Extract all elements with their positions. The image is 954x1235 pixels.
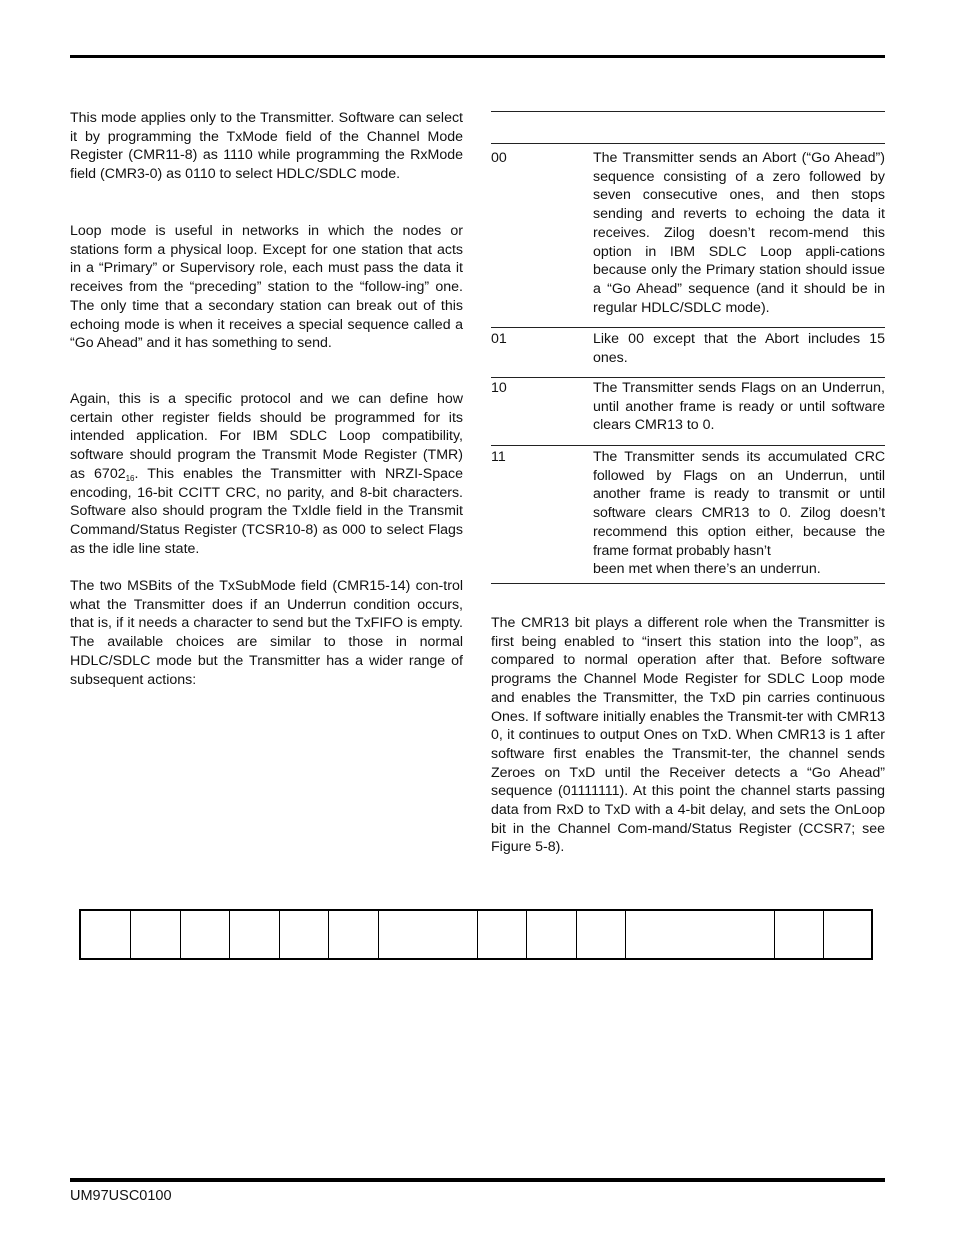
footer-document-id: UM97USC0100: [70, 1188, 172, 1204]
left-paragraph-2: Loop mode is useful in networks in which the nodes or stations form a physical loop. Except for one station that acts in a “Primary” or Supervisory role, each must pass the data it receives from the “preceding” station to the “follow-ing” one. The only time that a secondary station can break out of this echoing mode is when it receives a special sequence called a “Go Ahead” and it has something to send.: [70, 223, 463, 352]
row-code: 01: [491, 331, 507, 347]
row-description: The Transmitter sends an Abort (“Go Ahead”) sequence consisting of a zero followed by seven consecutive ones, and then stops sending and reverts to echoing the data it receives. Zilog doesn’t recom-mend this option in IBM SDLC Loop appli-cations because only the Primary station should issue a “Go Ahead” sequence (and it should be in regular HDLC/SDLC mode).: [593, 150, 885, 316]
table-top-rule: [491, 111, 885, 112]
row-description: Like 00 except that the Abort includes 15 ones.: [593, 331, 885, 366]
hex-subscript: 16: [125, 473, 135, 483]
register-cell: [527, 911, 577, 958]
row-description: The Transmitter sends its accumulated CRC followed by Flags on an Underrun, until another frame is ready to transmit or until software clears CMR13 to 0. Zilog doesn’t recommend this option either, because the frame format probably hasn’t: [593, 449, 885, 559]
register-cell: [329, 911, 379, 958]
table-bottom-rule: [491, 583, 885, 584]
left-paragraph-3: [70, 390, 463, 558]
register-cell: [379, 911, 478, 958]
table-header-rule: [491, 143, 885, 144]
table-row-rule: [491, 327, 885, 328]
register-cell: [230, 911, 280, 958]
footer-rule: [70, 1178, 885, 1182]
table-row-rule: [491, 377, 885, 378]
header-rule: [70, 55, 885, 58]
register-cell: [824, 911, 871, 958]
register-cell: [626, 911, 775, 958]
left-paragraph-1: This mode applies only to the Transmitter. Software can select it by programming the TxMode field of the Channel Mode Register (CMR11-8) as 1110 while programming the RxMode field (CMR3-0) as 0110 to select HDLC/SDLC mode.: [70, 110, 463, 183]
register-cell: [81, 911, 131, 958]
right-paragraph-1: The CMR13 bit plays a different role when the Transmitter is first being enabled to “insert this station into the loop”, as compared to normal operation after that. Before software programs the Channel Mode Register for SDLC Loop mode and enables the Transmitter, the TxD pin carries continuous Ones. If software initially enables the Transmit-ter with CMR13 0, it continues to output Ones on TxD. When CMR13 is 1 after software first enables the Transmit-ter, the channel sends Zeroes on TxD until the Receiver detects a “Go Ahead” sequence (01111111). At this point the channel starts passing data from RxD to TxD with a 4-bit delay, and sets the OnLoop bit in the Channel Com-mand/Status Register (CCSR7; see Figure 5-8).: [491, 615, 885, 856]
register-bit-diagram: [79, 909, 873, 960]
row-code: 10: [491, 380, 507, 396]
left-paragraph-4: The two MSBits of the TxSubMode field (CMR15-14) con-trol what the Transmitter does if an Underrun condition occurs, that is, if it needs a character to send but the TxFIFO is empty. The available choices are similar to those in normal HDLC/SDLC mode but the Transmitter has a wider range of subsequent actions:: [70, 578, 463, 688]
register-cell: [280, 911, 329, 958]
row-code: 11: [491, 449, 506, 465]
register-cell: [478, 911, 527, 958]
register-cell: [181, 911, 230, 958]
tmr-text-before: Again, this is a specific protocol and we can define how certain other register fields should be programmed for its intended application. For IBM SDLC Loop compatibility, software should program the Transmit Mode Register (TMR) as 6702: [70, 391, 463, 482]
tmr-text-after: . This enables the Transmitter with NRZI-Space encoding, 16-bit CCITT CRC, no parity, and 8-bit characters. Software also should program the TxIdle field in the Transmit Command/Status Register (TCSR10-8) as 000 to select Flags as the idle line state.: [70, 465, 463, 557]
table-row-rule: [491, 445, 885, 446]
register-cell: [577, 911, 626, 958]
register-cell: [131, 911, 181, 958]
row-code: 00: [491, 150, 507, 166]
row-description: The Transmitter sends Flags on an Underrun, until another frame is ready or until software clears CMR13 to 0.: [593, 380, 885, 434]
row-description-continued: been met when there’s an underrun.: [593, 561, 821, 577]
register-cell: [775, 911, 824, 958]
